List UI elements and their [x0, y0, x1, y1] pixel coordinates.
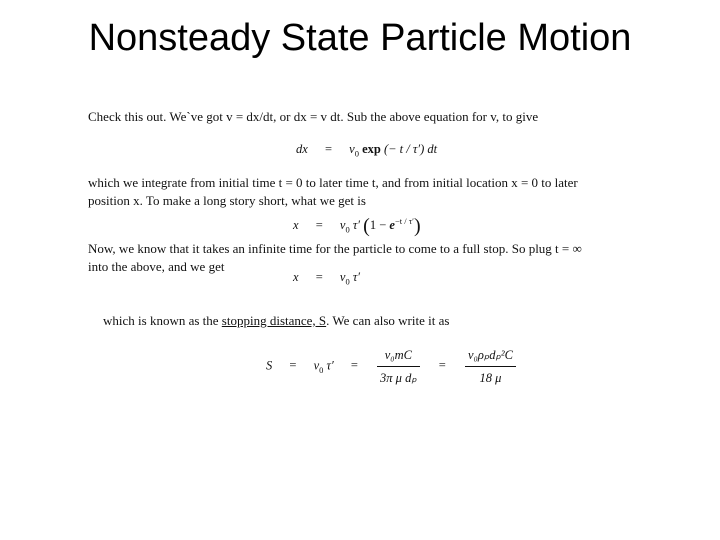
eq2-open-paren: ( — [363, 215, 370, 237]
equation-stopping-distance — [266, 346, 518, 387]
p4-stopping-distance: stopping distance, S — [221, 313, 327, 328]
paragraph-4 — [103, 312, 449, 330]
eq2-lhs: x — [293, 218, 299, 232]
eq3-v-sub: 0 — [345, 276, 350, 287]
paragraph-3-line-2: into the above, and we get — [88, 259, 225, 274]
eq4-fraction-2-denominator: 18 μ — [479, 371, 502, 385]
eq4-equals-1: = — [289, 358, 297, 373]
eq3-tau: τ′ — [352, 270, 361, 284]
p4-after: . We can also write it as — [326, 313, 450, 328]
eq3-equals: = — [315, 270, 323, 284]
paragraph-2-line-1: which we integrate from initial time t = 0 to later time t, and from initial location x = 0 to later — [88, 175, 578, 190]
eq1-dt: dt — [427, 142, 438, 156]
eq2-v-sub: 0 — [345, 224, 350, 235]
eq2-e-sup: −t / τ′ — [394, 215, 414, 226]
eq1-v-sub: 0 — [354, 148, 359, 159]
eq4-fraction-2-numerator: v₀ρₚdₚ²C — [465, 346, 516, 367]
paragraph-2-line-2: position x. To make a long story short, what we get is — [88, 193, 366, 208]
eq2-close-paren: ) — [414, 215, 421, 237]
slide-title: Nonsteady State Particle Motion — [88, 17, 632, 59]
equation-x-infinite — [293, 268, 360, 286]
eq2-one-minus: 1 − — [369, 218, 390, 232]
eq1-arg: (− t / τ′) — [383, 142, 425, 156]
eq3-v: v — [339, 270, 346, 284]
eq2-tau: τ′ — [352, 218, 361, 232]
eq4-equals-2: = — [350, 358, 358, 373]
eq3-lhs: x — [293, 270, 299, 284]
paragraph-1: Check this out. We`ve got v = dx/dt, or dx = v dt. Sub the above equation for v, to give — [88, 109, 539, 124]
eq1-equals: = — [324, 142, 332, 156]
eq4-fraction-1-numerator: v₀mC — [377, 346, 420, 367]
eq4-fraction-1 — [377, 346, 420, 387]
eq1-v: v — [349, 142, 355, 156]
eq4-lhs: S — [266, 358, 273, 373]
eq2-e: e — [389, 218, 395, 232]
p4-before: which is known as the — [103, 313, 222, 328]
eq4-equals-3: = — [438, 358, 446, 373]
equation-dx — [296, 140, 437, 158]
eq1-lhs: dx — [296, 142, 308, 156]
eq4-fraction-1-denominator: 3π μ dₚ — [380, 371, 417, 385]
eq4-fraction-2 — [465, 346, 516, 387]
paragraph-3-line-1: Now, we know that it takes an infinite time for the particle to come to a full stop. So plug t = ∞ — [88, 241, 582, 256]
eq4-v-sub: 0 — [319, 364, 324, 375]
eq4-v: v — [313, 358, 320, 373]
eq1-exp: exp — [362, 142, 381, 156]
eq2-v: v — [339, 218, 346, 232]
eq4-tau: τ′ — [326, 358, 334, 373]
equation-x-integrated — [293, 216, 421, 235]
eq2-equals: = — [315, 218, 323, 232]
